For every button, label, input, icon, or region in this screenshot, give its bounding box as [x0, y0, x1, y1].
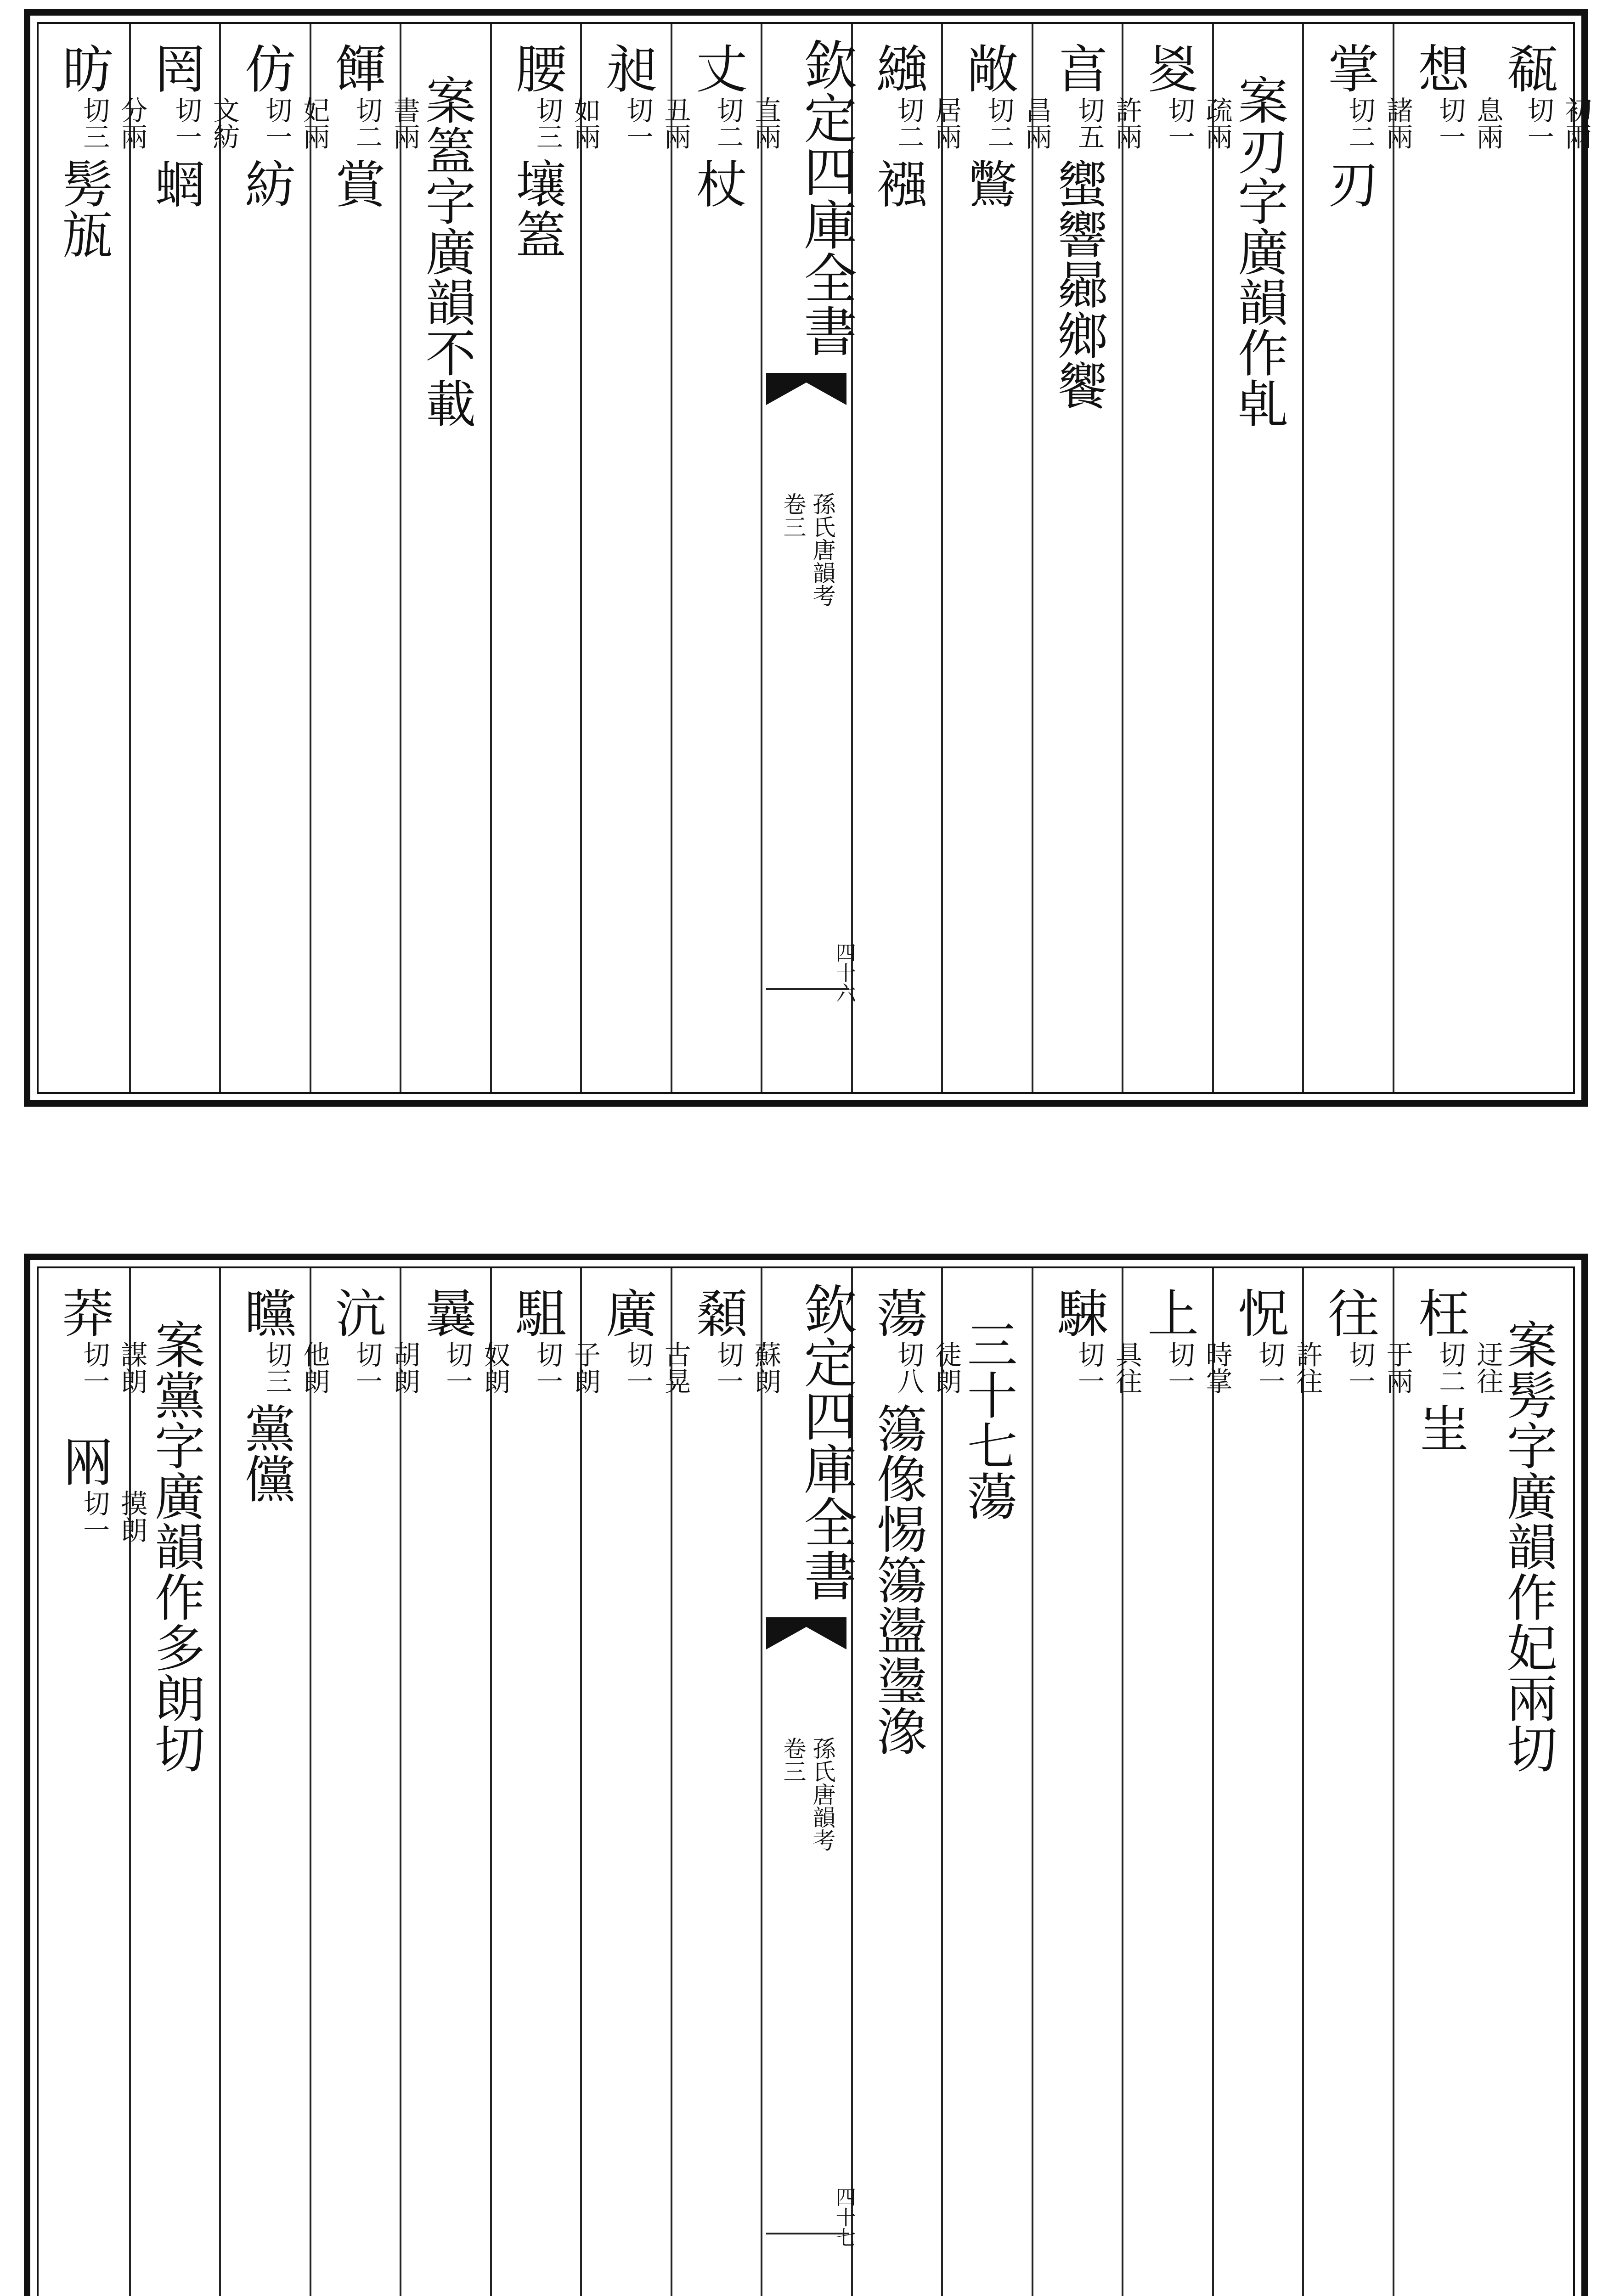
headword: 亯 — [1049, 42, 1109, 94]
note-line: 迂往 — [1472, 1341, 1504, 1394]
text-column — [1393, 1268, 1504, 2296]
note-line: 切一 — [1073, 1341, 1105, 1394]
text-column — [39, 24, 148, 1092]
text-column — [1122, 1268, 1233, 2296]
volume-subtitle — [767, 1737, 848, 1851]
text-column — [219, 24, 330, 1092]
headword: 往 — [1319, 1287, 1379, 1338]
note-line: 諸兩 — [1382, 96, 1413, 150]
note-line: 蘇朗 — [750, 1341, 781, 1394]
text-column — [851, 24, 962, 1092]
fanqie-note — [21, 96, 147, 150]
note-line: 切二 — [1434, 1341, 1466, 1394]
headword: 怳 — [1229, 1287, 1289, 1338]
center-fold-column — [761, 24, 857, 1092]
headword: 上 — [1139, 1287, 1199, 1338]
fanqie-note — [474, 96, 600, 150]
headword: 餫 — [326, 42, 386, 94]
note-line: 居兩 — [931, 96, 962, 150]
note-line: 切一 — [1344, 1341, 1376, 1394]
note-line: 切一 — [1163, 96, 1195, 150]
column-entry — [221, 1287, 330, 1503]
note-line: 書兩 — [389, 96, 420, 150]
headword: 罔 — [146, 42, 206, 94]
note-line: 子朗 — [569, 1341, 601, 1394]
note-line: 切一 — [712, 1341, 744, 1394]
headword: 矘 — [236, 1287, 296, 1338]
fold-rule — [766, 988, 849, 990]
homophone-list: 㞷 — [1410, 1402, 1469, 1453]
note-line: 切一 — [170, 96, 202, 150]
folio-number: 四十六 — [832, 942, 856, 1003]
note-line: 疏兩 — [1201, 96, 1233, 150]
fanqie-note — [21, 1341, 147, 1394]
text-column — [1483, 1268, 1573, 2296]
text-column — [400, 1268, 511, 2296]
headword: 瓻 — [1498, 42, 1558, 94]
note-line: 切一 — [351, 1341, 383, 1394]
note-line: 昌兩 — [1021, 96, 1052, 150]
note-line: 于兩 — [1382, 1341, 1413, 1394]
note-line: 切三 — [79, 96, 110, 150]
homophone-list: 紡 — [237, 158, 296, 208]
headword: 昉 — [54, 42, 114, 94]
column-entry — [853, 42, 962, 208]
text-column — [1212, 24, 1304, 1092]
headword: 繈 — [868, 42, 928, 94]
fold-rule — [766, 2233, 849, 2234]
column-entry — [39, 42, 148, 259]
text-column — [219, 1268, 330, 2296]
text-column — [1122, 24, 1233, 1092]
headword: 昶 — [597, 42, 657, 94]
fishtail-mark-icon — [766, 1617, 846, 1649]
homophone-list: 刃 — [1320, 158, 1379, 208]
headword: 沆 — [326, 1287, 386, 1338]
subtitle-line: 卷三 — [779, 1737, 807, 1783]
text-column — [1302, 24, 1413, 1092]
note-line: 切一 — [1523, 96, 1554, 150]
commentary-text: 三十七蕩 — [959, 1319, 1018, 1521]
note-line: 切一 — [1254, 1341, 1286, 1394]
note-line: 胡朗 — [389, 1341, 420, 1394]
commentary-text: 案黨字廣韻作多朗切 — [146, 1319, 205, 1773]
subtitle-line: 孫氏唐韻考 — [809, 1737, 836, 1851]
fanqie-note — [21, 1490, 147, 1543]
text-column — [941, 1268, 1033, 2296]
column-entry — [853, 1287, 962, 1756]
text-column — [1032, 1268, 1143, 2296]
subtitle-line: 卷三 — [779, 492, 807, 538]
headword: 廣 — [597, 1287, 657, 1338]
headword: 掌 — [1319, 42, 1379, 94]
fanqie-note — [203, 1341, 329, 1394]
headword: 顙 — [687, 1287, 747, 1338]
fanqie-note — [1016, 1341, 1141, 1394]
homophone-list: 襁 — [869, 158, 927, 208]
text-column — [941, 24, 1052, 1092]
note-line: 切一 — [622, 1341, 654, 1394]
text-column — [39, 1268, 148, 2296]
text-column — [1483, 24, 1592, 1092]
note-line: 切五 — [1073, 96, 1105, 150]
volume-subtitle — [767, 492, 848, 607]
homophone-list: 壤篕 — [507, 158, 566, 259]
text-column — [129, 24, 240, 1092]
commentary-text: 案刃字廣韻作𠃵 — [1230, 74, 1289, 428]
text-column — [310, 24, 420, 1092]
text-column — [310, 1268, 420, 2296]
text-column — [490, 1268, 601, 2296]
headword: 想 — [1410, 42, 1470, 94]
headword: 莽 — [54, 1287, 114, 1338]
note-line: 許兩 — [1111, 96, 1143, 150]
text-column — [580, 24, 691, 1092]
headword: 蕩 — [868, 1287, 928, 1338]
note-line: 切三 — [261, 1341, 293, 1394]
text-column — [851, 1268, 962, 2296]
note-line: 他朗 — [299, 1341, 330, 1394]
text-column — [1212, 1268, 1323, 2296]
note-line: 切一 — [622, 96, 654, 150]
homophone-list: 鷩 — [959, 158, 1018, 208]
column-entry — [492, 42, 601, 259]
note-line: 切一 — [441, 1341, 473, 1394]
text-column — [580, 1268, 691, 2296]
note-line: 奴朗 — [479, 1341, 511, 1394]
note-line: 文紡 — [208, 96, 240, 150]
homophone-list: 蝄 — [146, 158, 205, 208]
note-line: 許往 — [1292, 1341, 1323, 1394]
note-line: 如兩 — [569, 96, 601, 150]
homophone-list: 蠁響曏鄉饗 — [1049, 158, 1108, 411]
text-column — [671, 1268, 781, 2296]
subtitle-line: 孫氏唐韻考 — [809, 492, 836, 607]
book-title: 欽定四庫全書 — [795, 1282, 857, 1602]
note-line: 息兩 — [1472, 96, 1504, 150]
note-line: 初兩 — [1560, 96, 1592, 150]
note-line: 古晃 — [660, 1341, 691, 1394]
homophone-list: 髣瓬 — [54, 158, 113, 259]
headword: 㒳 — [54, 1435, 114, 1487]
note-line: 切二 — [983, 96, 1015, 150]
homophone-list: 黨儻 — [237, 1402, 296, 1503]
text-column — [490, 24, 601, 1092]
note-line: 切一 — [531, 1341, 563, 1394]
commentary-text: 案髣字廣韻作妃兩切 — [1498, 1319, 1557, 1773]
top-panel — [24, 9, 1592, 1107]
book-title: 欽定四庫全書 — [795, 38, 857, 357]
note-line: 丑兩 — [660, 96, 691, 150]
text-column — [671, 24, 781, 1092]
note-line: 切二 — [893, 96, 925, 150]
headword: 駷 — [1049, 1287, 1109, 1338]
folio-number: 四十七 — [832, 2187, 856, 2247]
note-line: 切一 — [79, 1341, 110, 1394]
headword: 敞 — [958, 42, 1018, 94]
fishtail-mark-icon — [766, 373, 846, 405]
note-line: 切二 — [712, 96, 744, 150]
homophone-list: 杖 — [688, 158, 747, 208]
bottom-panel-frame — [37, 1266, 1575, 2296]
text-column — [1302, 1268, 1413, 2296]
note-line: 摸朗 — [116, 1490, 148, 1543]
column-entry — [1304, 42, 1413, 208]
headword: 仿 — [236, 42, 296, 94]
column-entry — [1033, 1287, 1143, 1394]
note-line: 妃兩 — [299, 96, 330, 150]
commentary-text: 案篕字廣韻不載 — [417, 74, 476, 428]
headword: 枉 — [1410, 1287, 1470, 1338]
headword: 㚇 — [1139, 42, 1199, 94]
note-line: 切二 — [1344, 96, 1376, 150]
note-line: 直兩 — [750, 96, 781, 150]
column-entry — [39, 1287, 148, 1543]
text-column — [129, 1268, 221, 2296]
note-line: 具往 — [1111, 1341, 1143, 1394]
note-line: 切一 — [261, 96, 293, 150]
note-line: 切一 — [1163, 1341, 1195, 1394]
center-fold-column — [761, 1268, 857, 2296]
note-line: 切一 — [79, 1490, 110, 1543]
fanqie-note — [1286, 96, 1412, 150]
bottom-panel — [24, 1254, 1588, 2296]
text-column — [1032, 24, 1143, 1092]
headword: 丈 — [687, 42, 747, 94]
note-line: 謀朗 — [116, 1341, 148, 1394]
note-line: 徒朗 — [931, 1341, 962, 1394]
note-line: 分兩 — [116, 96, 148, 150]
headword: 腰 — [507, 42, 567, 94]
homophone-list: 簜像惕簜盪璗潒 — [869, 1402, 927, 1756]
top-panel-frame — [37, 22, 1592, 1094]
note-line: 切八 — [893, 1341, 925, 1394]
text-column — [1393, 24, 1504, 1092]
homophone-list: 賞 — [327, 158, 386, 208]
note-line: 時掌 — [1201, 1341, 1233, 1394]
headword: 駔 — [507, 1287, 567, 1338]
note-line: 切二 — [351, 96, 383, 150]
headword: 曩 — [417, 1287, 477, 1338]
note-line: 切三 — [531, 96, 563, 150]
text-column — [400, 24, 492, 1092]
note-line: 切一 — [1434, 96, 1466, 150]
